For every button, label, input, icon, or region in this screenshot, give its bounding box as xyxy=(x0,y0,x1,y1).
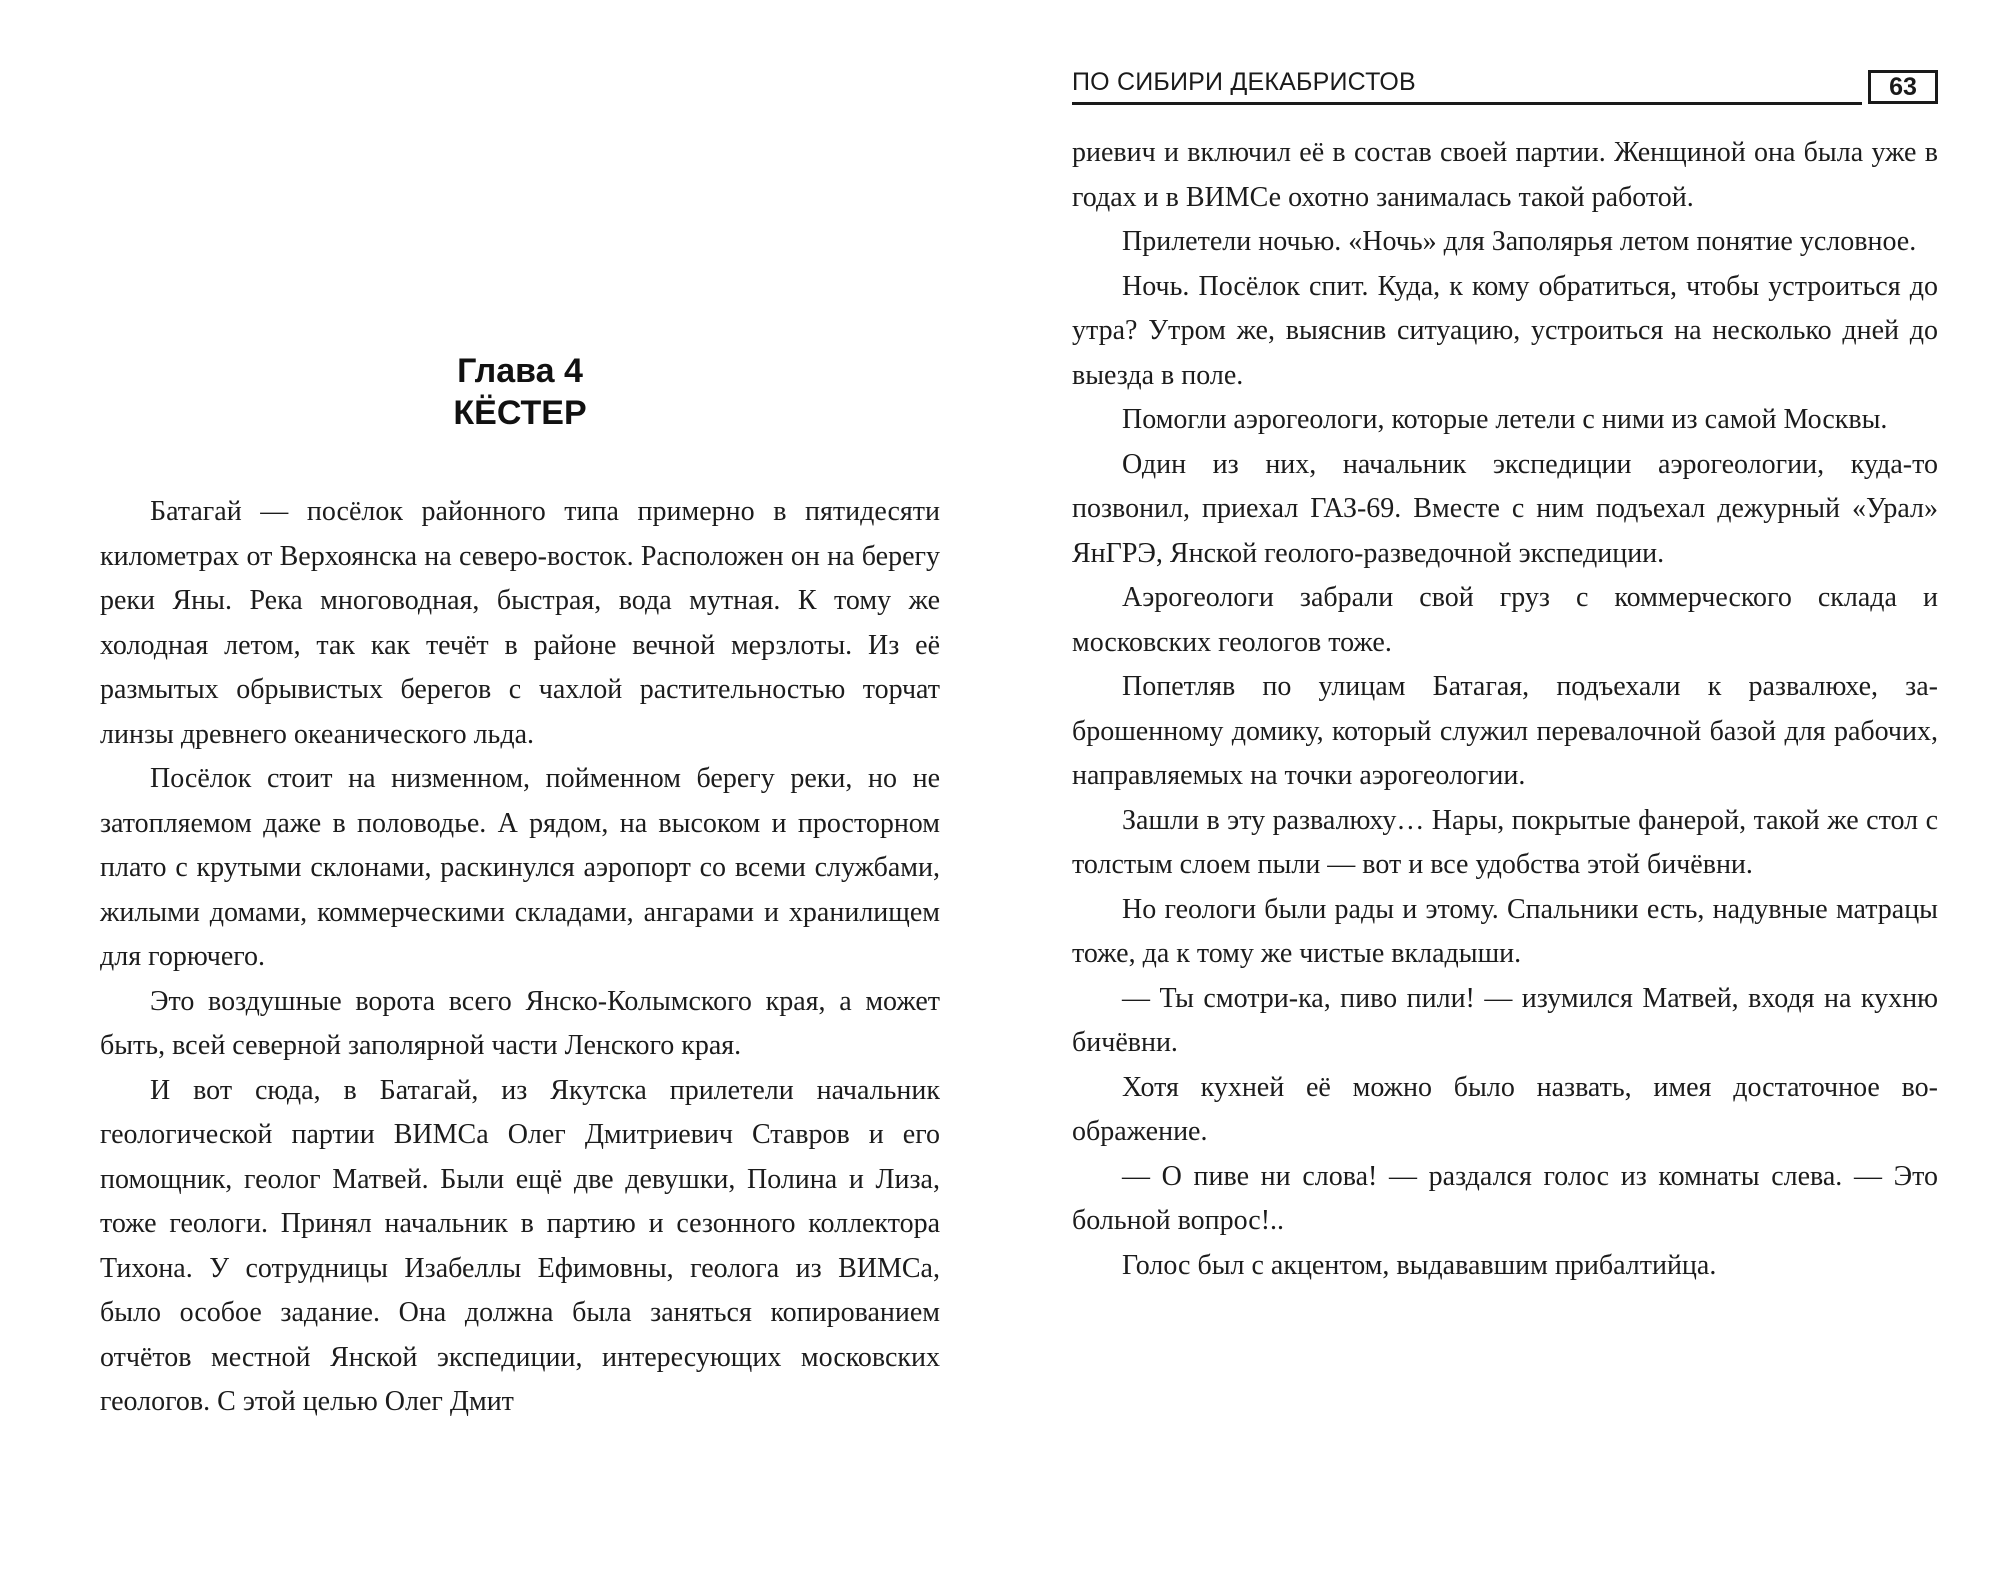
paragraph: Но геологи были рады и этому. Спальники есть, надувные матрацы тоже, да к тому же чистые вкладыши. xyxy=(1072,893,1938,969)
paragraph: И вот сюда, в Батагай, из Якутска прилетели начальник геологической партии ВИМСа Олег Дмитриевич Ставров и его помощник, геолог Матвей. Были ещё две девушки, Полина и Лиза, тоже геологи. Принял начальник в партию и сезонного коллектора Тихона. У сотрудницы Изабеллы Ефимовны, геолога из ВИМСа, было особое задание. Она должна была заняться копированием отчётов местной Янской экспедиции, интересующих московских геологов. С этой целью Олег Дмит xyxy=(100,1074,940,1417)
paragraph: Это воздушные ворота всего Янско-Колымского края, а может быть, всей северной заполярной части Ленского края. xyxy=(100,985,940,1061)
paragraph: Посёлок стоит на низменном, пойменном берегу реки, но не затопляемом даже в половодье. А рядом, на высоком и просторном плато с крутыми склонами, раскинулся аэропорт со всеми службами, жилыми домами, коммерческими складами, ангарами и хранилищем для горючего. xyxy=(100,763,940,972)
running-header xyxy=(1072,62,1938,108)
dialogue-paragraph: — О пиве ни слова! — раздался голос из комнаты слева. — Это больной вопрос!.. xyxy=(1072,1160,1938,1236)
paragraph: Ночь. Посёлок спит. Куда, к кому обратиться, чтобы устроиться до утра? Утром же, выяснив ситуацию, устроиться на несколько дней до выезда в поле. xyxy=(1072,270,1938,391)
paragraph-continuation: риевич и включил её в состав своей партии. Женщиной она была уже в годах и в ВИМСе охотно занималась такой работой. xyxy=(1072,137,1938,213)
dialogue-paragraph: — Ты смотри-ка, пиво пили! — изумился Матвей, входя на кухню бичёвни. xyxy=(1072,982,1938,1058)
paragraph: Батагай — посёлок районного типа примерно в пятидесяти километрах от Верхоянска на северо-восток. Расположен он на берегу реки Яны. Река многоводная, быстрая, вода мутная. К тому же холодная летом, так как течёт в районе вечной мерзлоты. Из её размытых обрывистых берегов с чахлой растительностью торчат линзы древнего океанического льда. xyxy=(100,496,940,750)
paragraph: Попетляв по улицам Батагая, подъехали к развалюхе, заброшенному домику, который служил перевалочной базой для рабочих, направляемых на точки аэрогеологии. xyxy=(1072,671,1938,791)
page-number: 63 xyxy=(1868,70,1938,104)
paragraph: Голос был с акцентом, выдававшим прибалтийца. xyxy=(1122,1249,1717,1281)
left-page-text xyxy=(100,490,940,1425)
paragraph: Зашли в эту развалюху… Нары, покрытые фанерой, такой же стол с толстым слоем пыли — вот и все удобства этой бичёвни. xyxy=(1072,804,1938,880)
paragraph: Прилетели ночью. «Ночь» для Заполярья летом понятие условное. xyxy=(1122,226,1917,257)
right-page-text xyxy=(1072,131,1938,1288)
paragraph: Один из них, начальник экспедиции аэрогеологии, куда-то позвонил, приехал ГАЗ-69. Вместе с ним подъехал дежурный «Урал» ЯнГРЭ, Янской геолого-разведочной экспедиции. xyxy=(1072,448,1938,569)
header-rule xyxy=(1072,102,1862,105)
chapter-title: КЁСТЕР xyxy=(453,394,587,432)
chapter-number: Глава 4 xyxy=(457,352,583,390)
chapter-heading xyxy=(100,350,940,434)
right-page xyxy=(1000,0,2000,1591)
running-title: ПО СИБИРИ ДЕКАБРИСТОВ xyxy=(1072,68,1416,96)
paragraph: Аэрогеологи забрали свой груз с коммерческого склада и московских геологов тоже. xyxy=(1072,582,1938,658)
paragraph: Помогли аэрогеологи, которые летели с ними из самой Москвы. xyxy=(1122,404,1888,435)
paragraph: Хотя кухней её можно было назвать, имея достаточное воображение. xyxy=(1072,1071,1938,1147)
